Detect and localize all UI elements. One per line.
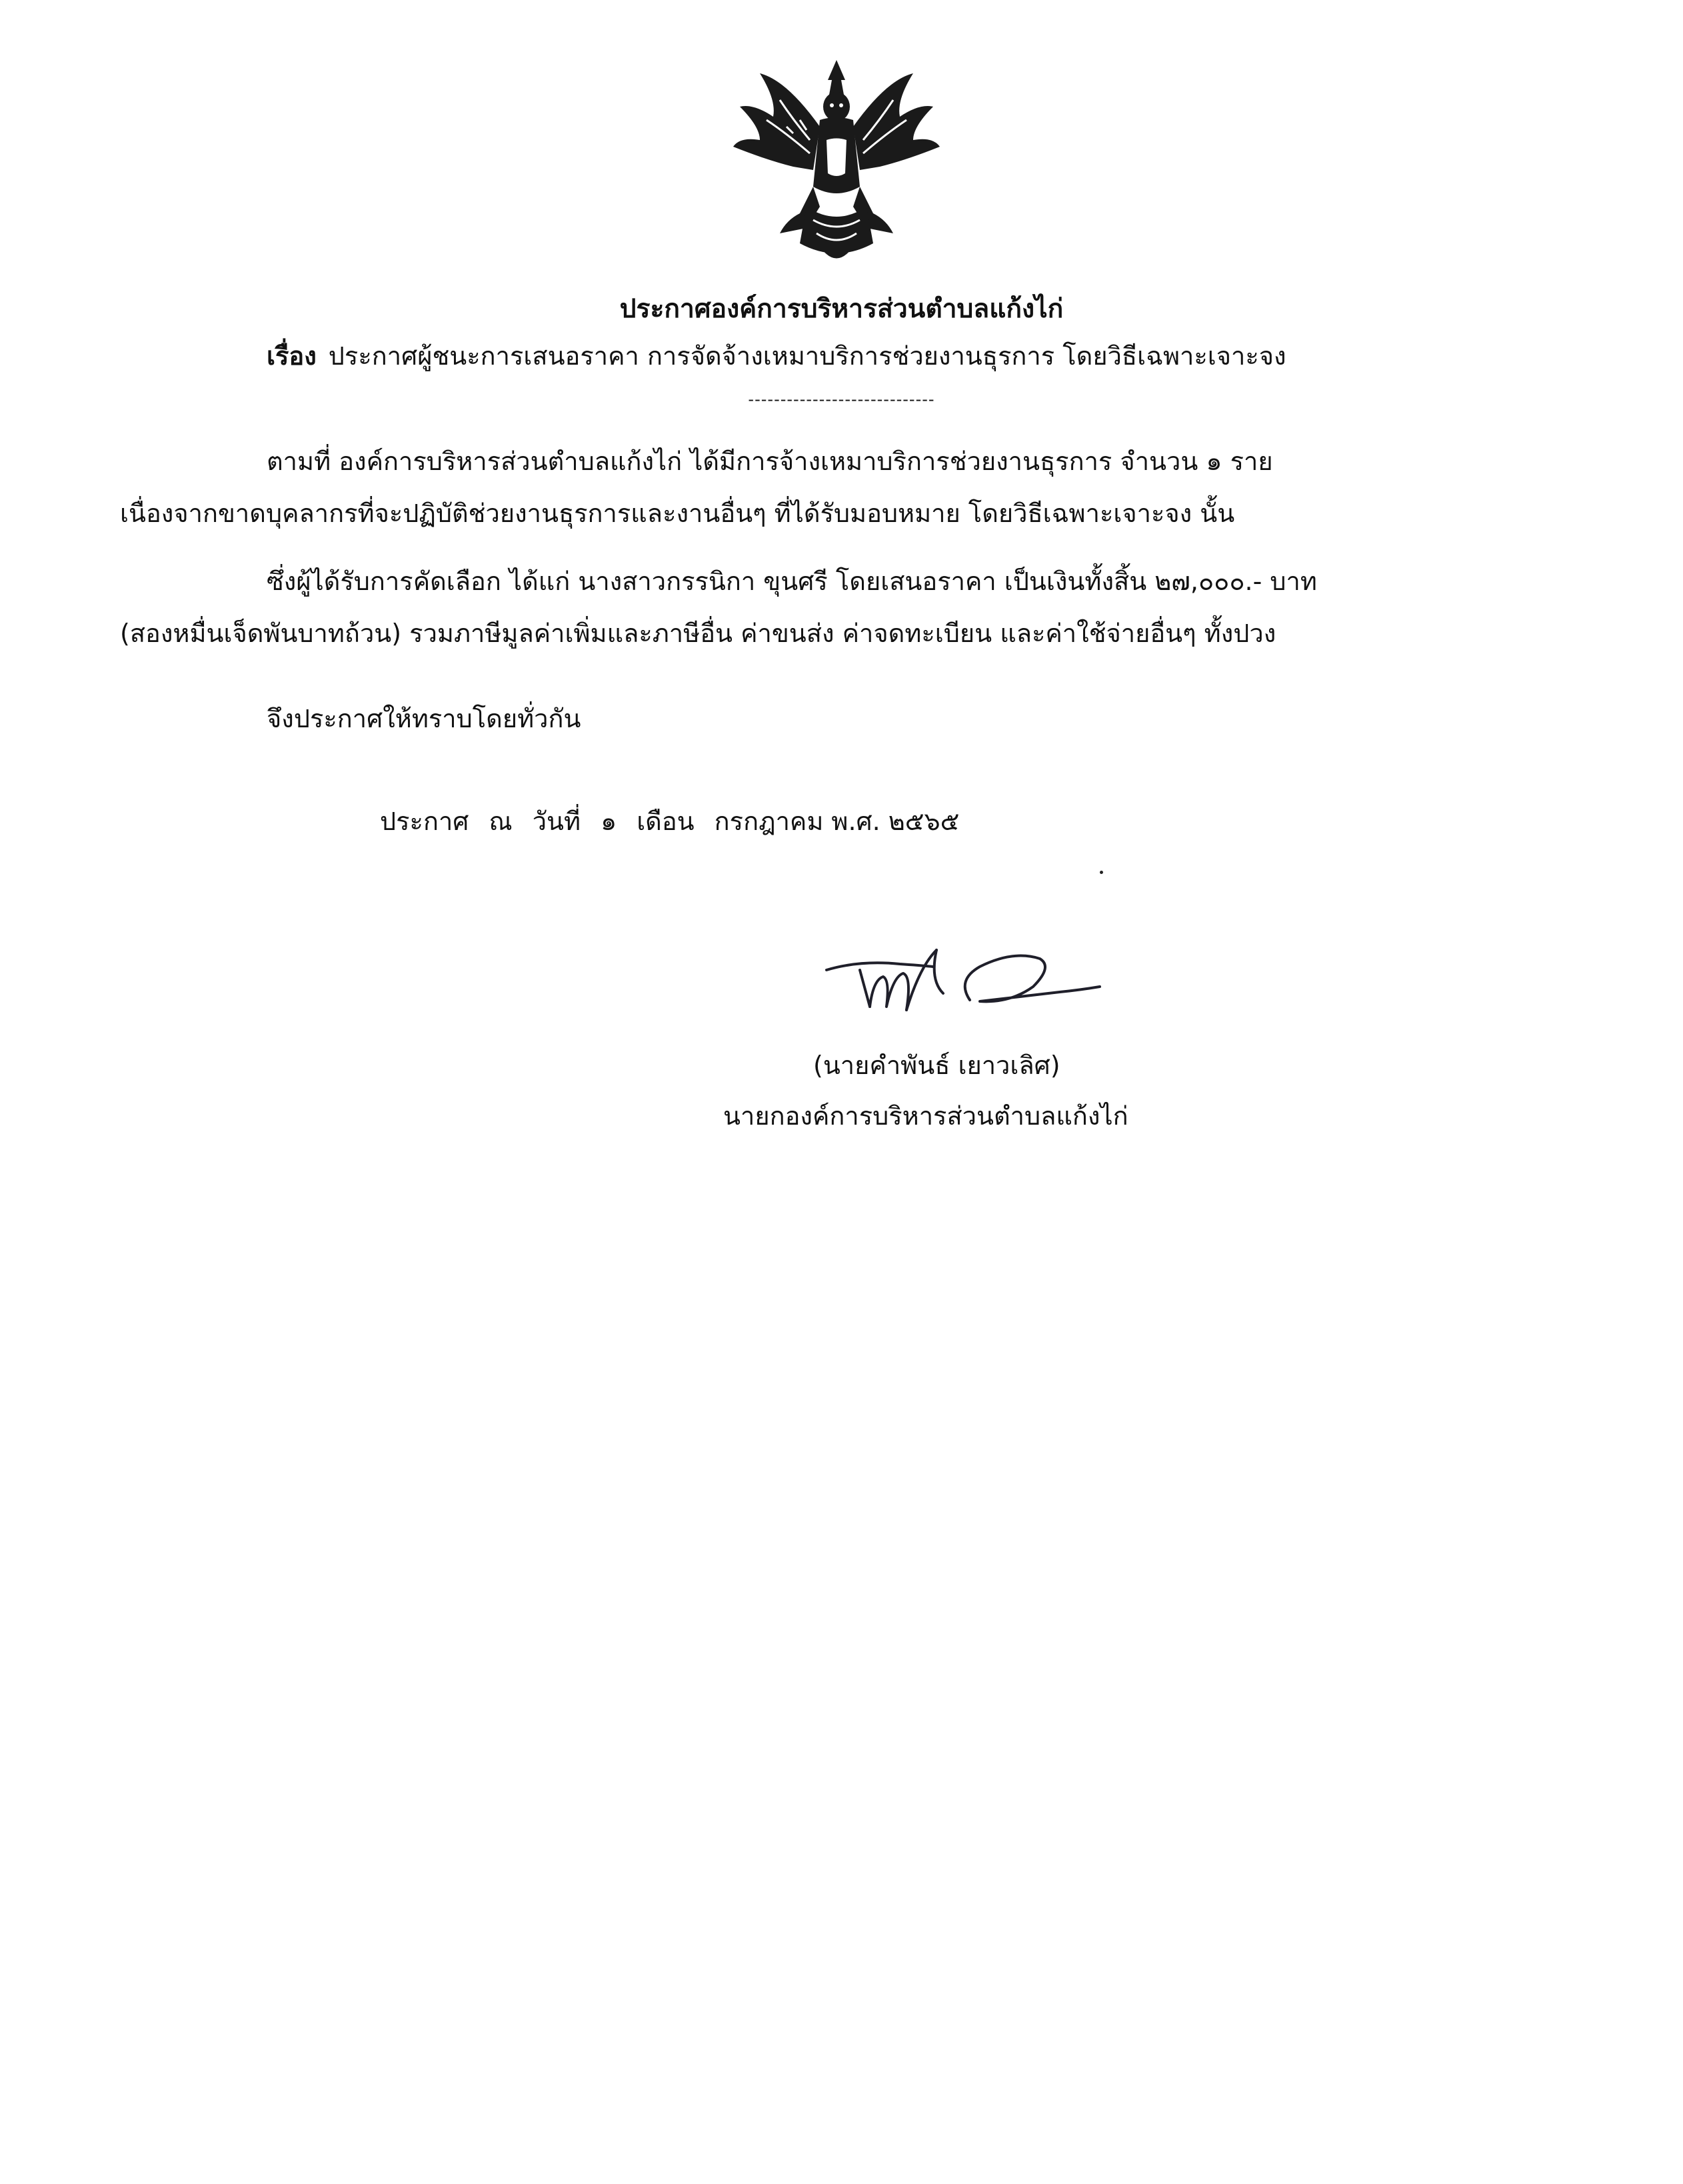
paragraph-3: จึงประกาศให้ทราบโดยทั่วกัน [267, 704, 581, 733]
date-na: ณ [489, 807, 513, 836]
signer-title: นายกองค์การบริหารส่วนตำบลแก้งไก่ [723, 1101, 1128, 1131]
paragraph-1-line-1: ตามที่ องค์การบริหารส่วนตำบลแก้งไก่ ได้มีการจ้างเหมาบริการช่วยงานธุรการ จำนวน ๑ ราย [267, 447, 1273, 476]
handwritten-signature [820, 940, 1106, 1033]
date-month-label: เดือน [637, 807, 695, 836]
garuda-emblem-icon [720, 53, 953, 273]
paragraph-1-line-2: เนื่องจากขาดบุคลากรที่จะปฏิบัติช่วยงานธุรการและงานอื่นๆ ที่ได้รับมอบหมาย โดยวิธีเฉพาะเจาะจง นั้น [120, 499, 1235, 528]
stray-dot [1100, 871, 1103, 874]
divider: ----------------------------- [748, 390, 935, 409]
subject-text: ประกาศผู้ชนะการเสนอราคา การจัดจ้างเหมาบริการช่วยงานธุรการ โดยวิธีเฉพาะเจาะจง [328, 341, 1286, 371]
date-year-label: พ.ศ. [831, 807, 880, 836]
date-prefix: ประกาศ [380, 807, 469, 836]
subject-label: เรื่อง [267, 341, 317, 371]
signer-name: (นายคำพันธ์ เยาวเลิศ) [813, 1051, 1060, 1080]
date-day-label: วันที่ [532, 807, 581, 836]
paragraph-2-line-2: (สองหมื่นเจ็ดพันบาทถ้วน) รวมภาษีมูลค่าเพิ่มและภาษีอื่น ค่าขนส่ง ค่าจดทะเบียน และค่าใช้จ่ายอื่นๆ ทั้งปวง [120, 619, 1276, 648]
date-year: ๒๕๖๕ [888, 807, 960, 836]
paragraph-2-line-1: ซึ่งผู้ได้รับการคัดเลือก ได้แก่ นางสาวกรรนิกา ขุนศรี โดยเสนอราคา เป็นเงินทั้งสิ้น ๒๗,๐๐๐.- บาท [267, 567, 1317, 596]
date-day: ๑ [601, 807, 617, 836]
date-line [380, 801, 979, 841]
subject-line [267, 336, 1286, 376]
document-title: ประกาศองค์การบริหารส่วนตำบลแก้งไก่ [619, 294, 1064, 324]
date-month: กรกฎาคม [714, 807, 824, 836]
